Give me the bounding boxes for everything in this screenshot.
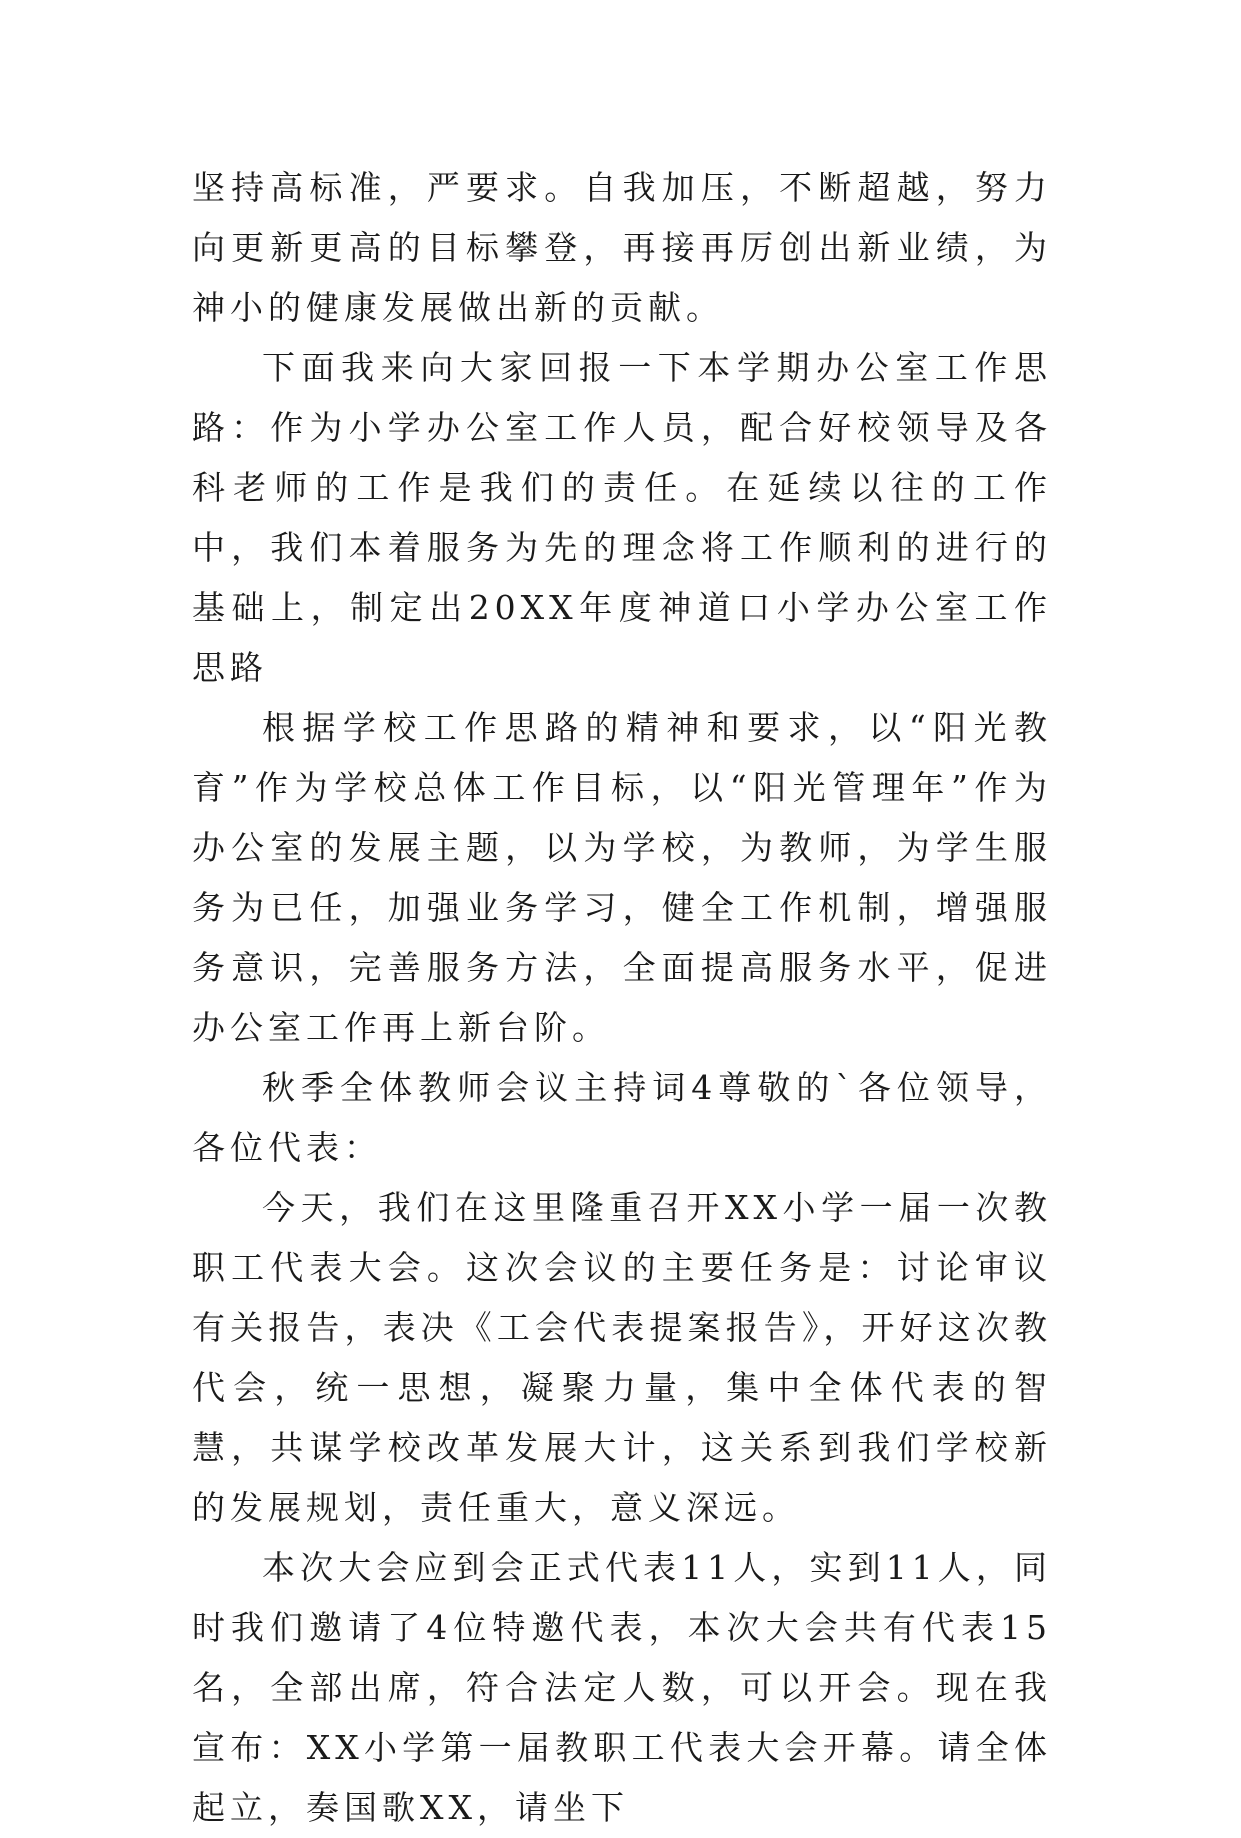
paragraph-3: 根据学校工作思路的精神和要求，以“阳光教育”作为学校总体工作目标，以“阳光管理年”作为办公室的发展主题，以为学校，为教师，为学生服务为已任，加强业务学习，健全工作机制，增强服务意识，完善服务方法，全面提高服务水平，促进办公室工作再上新台阶。 (192, 708, 1052, 1047)
paragraph-6: 本次大会应到会正式代表11人，实到11人，同时我们邀请了4位特邀代表，本次大会共有代表15名，全部出席，符合法定人数，可以开会。现在我宣布：XX小学第一届教职工代表大会开幕。请全体起立，奏国歌XX，请坐下 (192, 1548, 1052, 1827)
document-body (192, 158, 1052, 1838)
paragraph-1: 坚持高标准，严要求。自我加压，不断超越，努力向更新更高的目标攀登，再接再厉创出新业绩，为神小的健康发展做出新的贡献。 (192, 168, 1052, 327)
paragraph-4: 秋季全体教师会议主持词4尊敬的`各位领导，各位代表： (192, 1068, 1052, 1167)
paragraph-5: 今天，我们在这里隆重召开XX小学一届一次教职工代表大会。这次会议的主要任务是：讨论审议有关报告，表决《工会代表提案报告》，开好这次教代会，统一思想，凝聚力量，集中全体代表的智慧，共谋学校改革发展大计，这关系到我们学校新的发展规划，责任重大，意义深远。 (192, 1188, 1052, 1527)
paragraph-2: 下面我来向大家回报一下本学期办公室工作思路：作为小学办公室工作人员，配合好校领导及各科老师的工作是我们的责任。在延续以往的工作中，我们本着服务为先的理念将工作顺利的进行的基础上，制定出20XX年度神道口小学办公室工作思路 (192, 348, 1052, 687)
